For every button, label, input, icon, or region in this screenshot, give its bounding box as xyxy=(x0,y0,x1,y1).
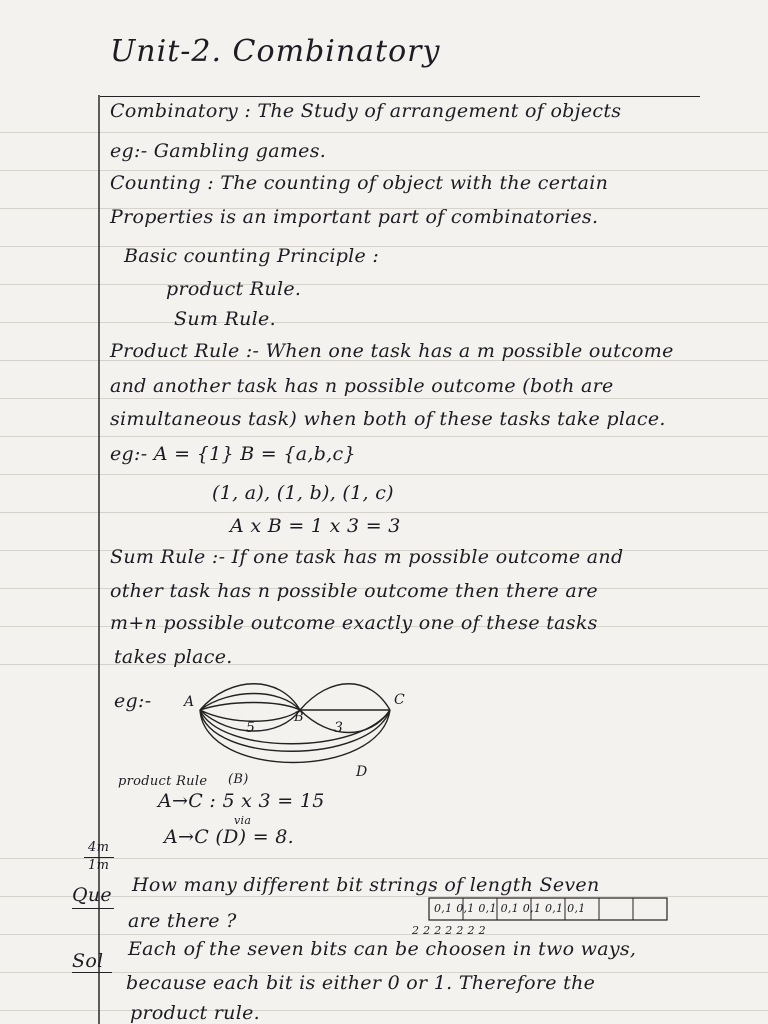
question-line1: How many different bit strings of length Seven xyxy=(132,874,600,896)
ruled-line xyxy=(0,284,768,285)
bit-cell-values: 0,1 0,1 0,1 0,1 0,1 0,1 0,1 xyxy=(434,902,586,915)
via-note: via xyxy=(234,814,252,827)
ruled-line xyxy=(0,436,768,437)
product-example-sets: eg:- A = {1} B = {a,b,c} xyxy=(110,443,356,465)
ruled-line xyxy=(0,858,768,859)
node-d-label: D xyxy=(356,764,368,780)
question-underline xyxy=(72,908,114,909)
list-sum-rule: Sum Rule. xyxy=(174,308,276,330)
product-rule-line2: and another task has n possible outcome (both are xyxy=(110,375,614,397)
ruled-line xyxy=(0,246,768,247)
ruled-line xyxy=(0,322,768,323)
ruled-line xyxy=(0,474,768,475)
definition-combinatory: Combinatory : The Study of arrangement of objects xyxy=(110,100,622,122)
product-rule-line1: Product Rule :- When one task has a m possible outcome xyxy=(110,340,674,362)
heading-basic-counting: Basic counting Principle : xyxy=(124,245,380,267)
count-ab: 5 xyxy=(246,720,256,736)
solution-line2: because each bit is either 0 or 1. Therefore the xyxy=(126,972,596,994)
title-underline xyxy=(100,96,700,97)
sum-rule-line1: Sum Rule :- If one task has m possible outcome and xyxy=(110,546,624,568)
definition-counting: Counting : The counting of object with the certain xyxy=(110,172,609,194)
node-a-label: A xyxy=(184,694,195,710)
solution-underline xyxy=(72,972,112,973)
ruled-line xyxy=(0,132,768,133)
count-bc: 3 xyxy=(334,720,344,736)
question-line2: are there ? xyxy=(128,910,237,932)
path-bc-1 xyxy=(300,684,390,710)
product-rule-note: product Rule xyxy=(118,774,208,789)
path-ab-3 xyxy=(200,703,300,711)
ruled-line xyxy=(0,1010,768,1011)
definition-counting-cont: Properties is an important part of combinatories. xyxy=(110,206,599,228)
sum-rule-line3: m+n possible outcome exactly one of these tasks xyxy=(110,612,598,634)
example-gambling: eg:- Gambling games. xyxy=(110,140,327,162)
node-c-label: C xyxy=(394,692,406,708)
sum-example-calc1: A→C : 5 x 3 = 15 xyxy=(158,790,325,812)
sum-rule-line4: takes place. xyxy=(114,646,233,668)
list-product-rule: product Rule. xyxy=(166,278,302,300)
ruled-line xyxy=(0,398,768,399)
solution-line1: Each of the seven bits can be choosen in two ways, xyxy=(128,938,637,960)
ruled-line xyxy=(0,170,768,171)
node-b-label: B xyxy=(294,710,304,725)
marks-label-bottom: 1m xyxy=(88,858,110,873)
path-diagram xyxy=(190,680,420,790)
question-label: Que xyxy=(72,884,112,906)
page-title: Unit-2. Combinatory xyxy=(110,34,441,69)
solution-label: Sol xyxy=(72,950,104,972)
bit-choice-counts: 2 2 2 2 2 2 2 xyxy=(412,924,486,937)
paths-svg xyxy=(190,680,420,790)
product-example-result: A x B = 1 x 3 = 3 xyxy=(230,515,401,537)
via-b-note: (B) xyxy=(228,772,249,787)
marks-label-top: 4m xyxy=(88,840,110,855)
ruled-line xyxy=(0,934,768,935)
product-example-pairs: (1, a), (1, b), (1, c) xyxy=(212,482,394,504)
solution-line3: product rule. xyxy=(130,1002,260,1024)
sum-rule-line2: other task has n possible outcome then there are xyxy=(110,580,598,602)
product-rule-line3: simultaneous task) when both of these tasks take place. xyxy=(110,408,666,430)
sum-example-calc2: A→C (D) = 8. xyxy=(164,826,295,848)
sum-example-label: eg:- xyxy=(114,690,152,712)
ruled-line xyxy=(0,512,768,513)
path-bc-3 xyxy=(300,710,390,733)
